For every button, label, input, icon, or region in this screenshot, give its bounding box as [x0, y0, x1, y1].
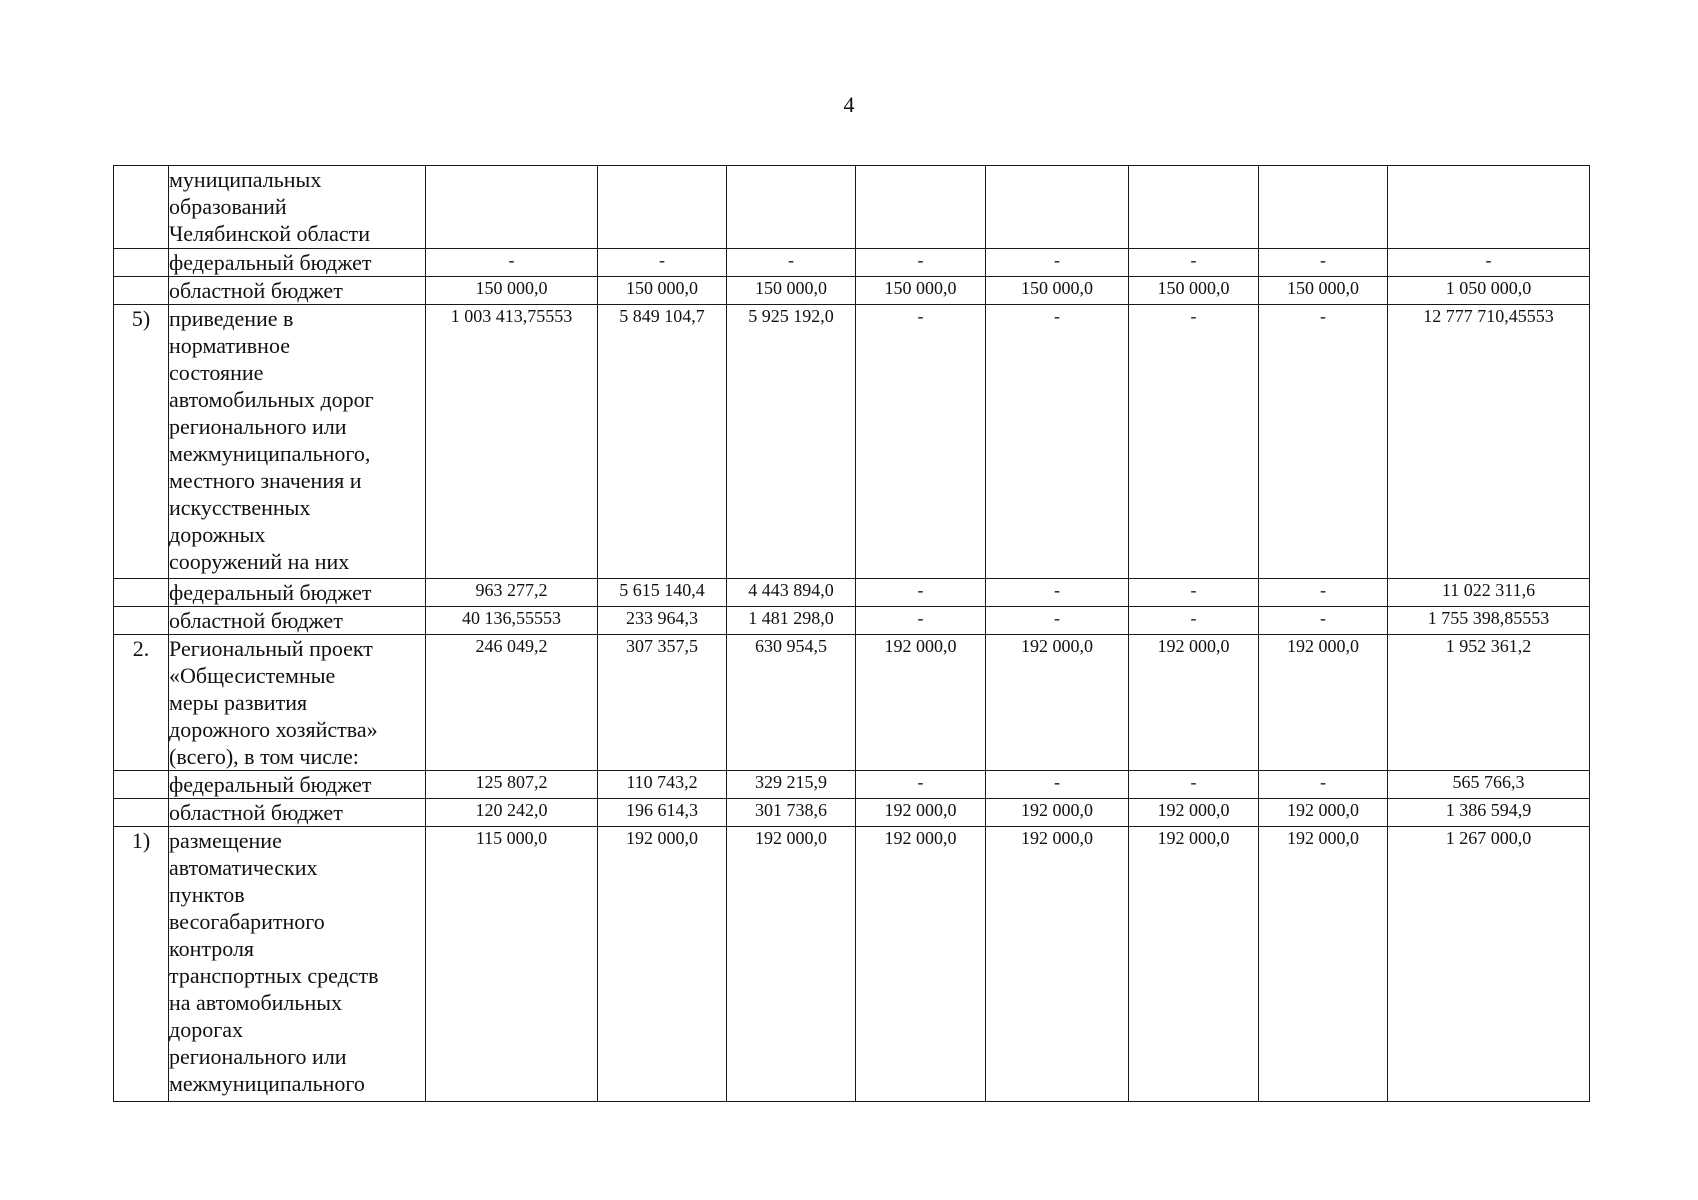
- row-label-line: нормативное: [169, 333, 290, 358]
- value-cell: 150 000,0: [1129, 277, 1259, 305]
- value-cell: -: [1259, 771, 1388, 799]
- budget-table: [113, 165, 1590, 1102]
- row-label-line: контроля: [169, 936, 255, 961]
- row-label-cell: [169, 827, 426, 1102]
- row-number-cell: [114, 799, 169, 827]
- page-number: 4: [843, 92, 855, 117]
- value-cell: 1 481 298,0: [727, 607, 856, 635]
- value-cell: [426, 166, 598, 249]
- row-label-cell: [169, 277, 426, 305]
- row-label-cell: [169, 166, 426, 249]
- value-cell: -: [986, 579, 1129, 607]
- row-label-cell: [169, 305, 426, 579]
- value-cell: 192 000,0: [856, 635, 986, 771]
- value-cell: 192 000,0: [1129, 799, 1259, 827]
- value-cell: -: [856, 579, 986, 607]
- row-label-cell: [169, 607, 426, 635]
- row-number-cell: 2.: [114, 635, 169, 771]
- value-cell: 115 000,0: [426, 827, 598, 1102]
- row-label-line: областной бюджет: [169, 800, 343, 825]
- row-label-line: пунктов: [169, 882, 245, 907]
- value-cell: 329 215,9: [727, 771, 856, 799]
- row-number-cell: [114, 579, 169, 607]
- row-label-line: Челябинской области: [169, 221, 371, 246]
- value-cell: 630 954,5: [727, 635, 856, 771]
- value-cell: 1 003 413,75553: [426, 305, 598, 579]
- value-cell: -: [1259, 607, 1388, 635]
- total-value-cell: -: [1388, 249, 1590, 277]
- value-cell: -: [1129, 305, 1259, 579]
- value-cell: -: [1259, 249, 1388, 277]
- value-cell: -: [856, 305, 986, 579]
- value-cell: -: [986, 305, 1129, 579]
- value-cell: 120 242,0: [426, 799, 598, 827]
- total-value-cell: 1 267 000,0: [1388, 827, 1590, 1102]
- row-label-line: автоматических: [169, 855, 318, 880]
- row-label-line: образований: [169, 194, 287, 219]
- row-label-cell: [169, 249, 426, 277]
- table-row: [114, 827, 1590, 1102]
- total-value-cell: 1 386 594,9: [1388, 799, 1590, 827]
- row-number-cell: 5): [114, 305, 169, 579]
- value-cell: 192 000,0: [986, 827, 1129, 1102]
- row-number-cell: [114, 277, 169, 305]
- row-label-line: транспортных средств: [169, 963, 379, 988]
- value-cell: 192 000,0: [856, 799, 986, 827]
- total-value-cell: 11 022 311,6: [1388, 579, 1590, 607]
- value-cell: -: [1129, 607, 1259, 635]
- value-cell: -: [986, 249, 1129, 277]
- value-cell: [598, 166, 727, 249]
- table-row: [114, 249, 1590, 277]
- value-cell: 150 000,0: [856, 277, 986, 305]
- value-cell: 192 000,0: [1259, 799, 1388, 827]
- row-label-line: приведение в: [169, 306, 294, 331]
- value-cell: 5 925 192,0: [727, 305, 856, 579]
- value-cell: 192 000,0: [1259, 635, 1388, 771]
- value-cell: -: [426, 249, 598, 277]
- row-label-cell: [169, 799, 426, 827]
- row-number-cell: [114, 249, 169, 277]
- value-cell: 196 614,3: [598, 799, 727, 827]
- row-label-line: состояние: [169, 360, 264, 385]
- row-label-line: (всего), в том числе:: [169, 744, 359, 769]
- table-row: [114, 771, 1590, 799]
- row-label-line: весогабаритного: [169, 909, 325, 934]
- table-row: [114, 635, 1590, 771]
- value-cell: -: [727, 249, 856, 277]
- row-label-line: искусственных: [169, 495, 311, 520]
- value-cell: 5 615 140,4: [598, 579, 727, 607]
- value-cell: -: [856, 771, 986, 799]
- value-cell: 5 849 104,7: [598, 305, 727, 579]
- value-cell: 192 000,0: [986, 635, 1129, 771]
- table-row: [114, 799, 1590, 827]
- total-value-cell: 1 050 000,0: [1388, 277, 1590, 305]
- value-cell: 110 743,2: [598, 771, 727, 799]
- row-label-line: размещение: [169, 828, 282, 853]
- value-cell: -: [986, 607, 1129, 635]
- value-cell: -: [1129, 249, 1259, 277]
- row-label-line: автомобильных дорог: [169, 387, 374, 412]
- row-number-cell: [114, 607, 169, 635]
- value-cell: -: [1259, 305, 1388, 579]
- row-label-line: федеральный бюджет: [169, 250, 372, 275]
- total-value-cell: 1 952 361,2: [1388, 635, 1590, 771]
- value-cell: [856, 166, 986, 249]
- value-cell: 192 000,0: [727, 827, 856, 1102]
- row-number-cell: [114, 771, 169, 799]
- row-label-line: на автомобильных: [169, 990, 343, 1015]
- row-label-line: межмуниципального,: [169, 441, 371, 466]
- value-cell: -: [598, 249, 727, 277]
- total-value-cell: 12 777 710,45553: [1388, 305, 1590, 579]
- row-label-cell: [169, 771, 426, 799]
- value-cell: 963 277,2: [426, 579, 598, 607]
- value-cell: 192 000,0: [986, 799, 1129, 827]
- total-value-cell: 565 766,3: [1388, 771, 1590, 799]
- table-row: [114, 579, 1590, 607]
- row-label-line: дорожного хозяйства»: [169, 717, 378, 742]
- value-cell: 192 000,0: [1129, 635, 1259, 771]
- row-label-line: муниципальных: [169, 167, 322, 192]
- value-cell: 246 049,2: [426, 635, 598, 771]
- budget-table-body: [114, 166, 1590, 1102]
- row-label-line: регионального или: [169, 414, 347, 439]
- value-cell: 40 136,55553: [426, 607, 598, 635]
- value-cell: 150 000,0: [426, 277, 598, 305]
- value-cell: 192 000,0: [1259, 827, 1388, 1102]
- row-label-line: областной бюджет: [169, 278, 343, 303]
- row-label-line: Региональный проект: [169, 636, 373, 661]
- row-label-cell: [169, 635, 426, 771]
- value-cell: 125 807,2: [426, 771, 598, 799]
- row-label-line: федеральный бюджет: [169, 580, 372, 605]
- value-cell: 192 000,0: [856, 827, 986, 1102]
- value-cell: -: [986, 771, 1129, 799]
- row-label-line: «Общесистемные: [169, 663, 336, 688]
- table-row: [114, 305, 1590, 579]
- value-cell: 150 000,0: [598, 277, 727, 305]
- table-row: [114, 607, 1590, 635]
- value-cell: -: [1129, 771, 1259, 799]
- row-label-line: регионального или: [169, 1044, 347, 1069]
- row-label-line: дорожных: [169, 522, 266, 547]
- value-cell: 150 000,0: [986, 277, 1129, 305]
- total-value-cell: [1388, 166, 1590, 249]
- value-cell: 192 000,0: [1129, 827, 1259, 1102]
- value-cell: 301 738,6: [727, 799, 856, 827]
- value-cell: -: [1129, 579, 1259, 607]
- row-label-line: федеральный бюджет: [169, 772, 372, 797]
- row-label-line: межмуниципального: [169, 1071, 365, 1096]
- value-cell: 150 000,0: [727, 277, 856, 305]
- row-number-cell: [114, 166, 169, 249]
- value-cell: 4 443 894,0: [727, 579, 856, 607]
- table-row: [114, 277, 1590, 305]
- row-label-line: дорогах: [169, 1017, 243, 1042]
- value-cell: -: [856, 249, 986, 277]
- row-number-cell: 1): [114, 827, 169, 1102]
- value-cell: [1259, 166, 1388, 249]
- value-cell: 192 000,0: [598, 827, 727, 1102]
- value-cell: [1129, 166, 1259, 249]
- value-cell: 233 964,3: [598, 607, 727, 635]
- value-cell: 307 357,5: [598, 635, 727, 771]
- value-cell: [727, 166, 856, 249]
- row-label-line: областной бюджет: [169, 608, 343, 633]
- value-cell: -: [856, 607, 986, 635]
- table-row: [114, 166, 1590, 249]
- value-cell: [986, 166, 1129, 249]
- value-cell: 150 000,0: [1259, 277, 1388, 305]
- value-cell: -: [1259, 579, 1388, 607]
- row-label-line: местного значения и: [169, 468, 362, 493]
- total-value-cell: 1 755 398,85553: [1388, 607, 1590, 635]
- row-label-cell: [169, 579, 426, 607]
- row-label-line: сооружений на них: [169, 549, 350, 574]
- row-label-line: меры развития: [169, 690, 308, 715]
